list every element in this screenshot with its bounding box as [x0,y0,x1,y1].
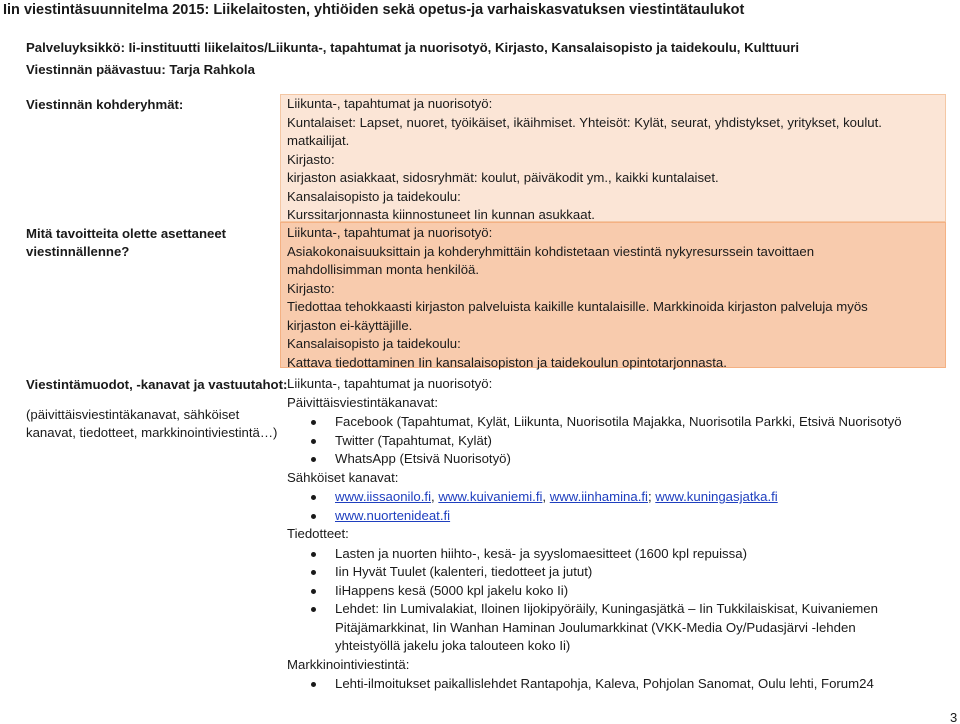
target-groups-text-sports-1: Kuntalaiset: Lapset, nuoret, työikäiset, ikäihmiset. Yhteisöt: Kylät, seurat, yhdistykset, yritykset, koulut. [287,114,882,130]
link-separator: , [542,489,550,504]
goals-text-library-2: kirjaston ei-käyttäjille. [287,317,413,333]
link-nuortenideat[interactable]: www.nuortenideat.fi [335,507,451,523]
list-item-line: Lehdet: Iin Lumivalakiat, Iloinen Iijokipyöräily, Kuningasjätkä – Iin Tukkilaiskisat, Kuivaniemen [335,601,878,616]
link-kuivaniemi[interactable]: www.kuivaniemi.fi [438,489,543,504]
press-releases-label: Tiedotteet: [287,526,349,541]
list-item-line: yhteistyöllä jakelu joka talouteen koko Ii) [335,638,571,653]
list-item: Facebook (Tapahtumat, Kylät, Liikunta, Nuorisotila Majakka, Nuorisotila Parkki, Etsivä Nuorisotyö [287,413,947,432]
goals-label-line-1: Mitä tavoitteita olette asettaneet [26,226,227,241]
list-item: Iin Hyvät Tuulet (kalenteri, tiedotteet ja jutut) [287,563,947,582]
goals-label [26,225,226,261]
target-groups-text-library: kirjaston asiakkaat, sidosryhmät: koulut, päiväkodit ym., kaikki kuntalaiset. [287,170,719,185]
list-item: Lehti-ilmoitukset paikallislehdet Rantapohja, Kaleva, Pohjolan Sanomat, Oulu lehti, Forum24 [287,675,947,694]
list-item: WhatsApp (Etsivä Nuorisotyö) [287,450,947,469]
marketing-label: Markkinointiviestintä: [287,656,410,672]
daily-channels-list [287,413,947,469]
target-groups-label: Viestinnän kohderyhmät: [26,97,184,112]
target-groups-heading-college: Kansalaisopisto ja taidekoulu: [287,188,461,204]
list-item-line: Pitäjämarkkinat, Iin Wanhan Haminan Joulumarkkinat (VKK-Media Oy/Pudasjärvi -lehden [335,619,856,635]
target-groups-text-sports-2: matkailijat. [287,133,350,148]
channels-note-line-1: (päivittäisviestintäkanavat, sähköiset [26,407,240,422]
daily-channels-label: Päivittäisviestintäkanavat: [287,394,438,410]
channels-note [26,406,277,442]
link-separator: ; [647,489,656,504]
list-item [287,600,947,656]
service-unit-line: Palveluyksikkö: Ii-instituutti liikelaitos/Liikunta-, tapahtumat ja nuorisotyö, Kirjasto, Kansalaisopisto ja taidekoulu, Kulttuuri [26,40,800,55]
list-item [287,488,947,507]
electronic-channels-list [287,488,947,525]
target-groups-heading-sports: Liikunta-, tapahtumat ja nuorisotyö: [287,96,493,111]
list-item: IiHappens kesä (5000 kpl jakelu koko Ii) [287,582,947,601]
link-iinhamina[interactable]: www.iinhamina.fi [549,489,648,504]
target-groups-text-college: Kurssitarjonnasta kiinnostuneet Iin kunnan asukkaat. [287,207,595,222]
goals-text-sports-2: mahdollisimman monta henkilöä. [287,262,480,277]
page-number: 3 [950,710,958,724]
link-iissaonilo[interactable]: www.iissaonilo.fi [335,489,432,504]
responsible-person-line: Viestinnän päävastuu: Tarja Rahkola [26,62,255,77]
channels-label: Viestintämuodot, -kanavat ja vastuutahot: [26,377,288,392]
goals-heading-sports: Liikunta-, tapahtumat ja nuorisotyö: [287,225,493,240]
target-groups-content [287,95,882,225]
electronic-channels-label: Sähköiset kanavat: [287,469,399,485]
list-item: Twitter (Tapahtumat, Kylät) [287,432,947,451]
goals-heading-library: Kirjasto: [287,280,335,296]
goals-text-library-1: Tiedottaa tehokkaasti kirjaston palveluista kaikille kuntalaisille. Markkinoida kirjaston palveluja myös [287,299,868,314]
goals-label-line-2: viestinnällenne? [26,244,130,259]
document-title: Iin viestintäsuunnitelma 2015: Liikelaitosten, yhtiöiden sekä opetus-ja varhaiskasvatuksen viestintätaulukot [3,2,745,18]
link-kuningasjatka[interactable]: www.kuningasjatka.fi [655,489,778,504]
link-separator: , [431,489,439,504]
channels-content [287,375,947,694]
list-item [287,507,947,526]
list-item: Lasten ja nuorten hiihto-, kesä- ja syyslomaesitteet (1600 kpl repuissa) [287,545,947,564]
press-releases-list [287,545,947,656]
channels-heading-sports: Liikunta-, tapahtumat ja nuorisotyö: [287,376,493,391]
goals-text-sports-1: Asiakokonaisuuksittain ja kohderyhmittäin kohdistetaan viestintä nykyresurssein tavoittaen [287,243,815,259]
goals-content [287,224,868,372]
channels-note-line-2: kanavat, tiedotteet, markkinointiviestintä…) [26,425,278,440]
marketing-list [287,675,947,694]
target-groups-heading-library: Kirjasto: [287,151,335,167]
goals-heading-college: Kansalaisopisto ja taidekoulu: [287,336,461,351]
goals-text-college: Kattava tiedottaminen Iin kansalaisopiston ja taidekoulun opintotarjonnasta. [287,354,727,370]
